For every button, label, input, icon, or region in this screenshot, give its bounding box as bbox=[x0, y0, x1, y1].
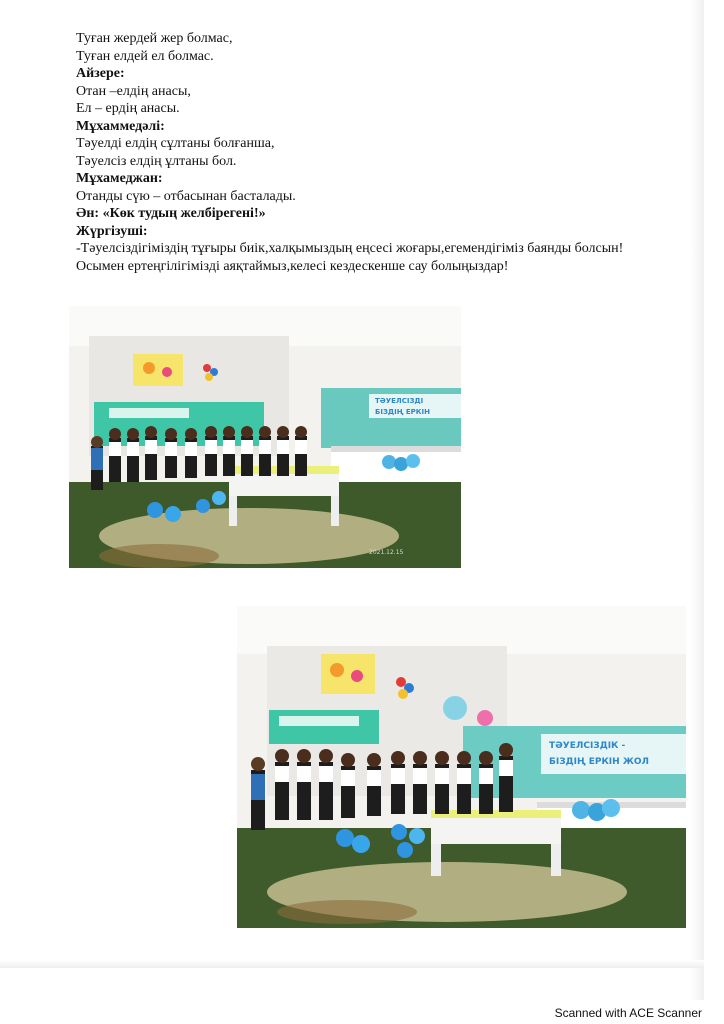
song-title: Ән: «Көк тудың желбірегені!» bbox=[76, 206, 266, 221]
text-line: Отанды сүю – отбасынан басталады. bbox=[76, 188, 296, 204]
text-line: Ел – ердің анасы. bbox=[76, 101, 180, 116]
page-bottom-shadow bbox=[0, 960, 704, 968]
text-line: Тәуелді елдің сұлтаны болғанша, bbox=[76, 136, 275, 151]
text-line: Туған жердей жер болмас, bbox=[76, 31, 233, 46]
photo-timestamp: 2021.12.15 bbox=[369, 549, 404, 556]
banner-text: БІЗДІҢ ЕРКІН ЖОЛ bbox=[549, 757, 649, 767]
classroom-photo-1 bbox=[69, 306, 461, 568]
speaker-name: Мұхамеджан: bbox=[76, 171, 163, 186]
text-line: Тәуелсіз елдің ұлтаны бол. bbox=[76, 153, 237, 169]
speaker-name: Мұхаммедәлі: bbox=[76, 118, 165, 134]
speaker-name: Жүргізуші: bbox=[76, 223, 148, 239]
script-text bbox=[76, 30, 676, 275]
page-edge-shadow bbox=[690, 0, 704, 1000]
text-line: Туған елдей ел болмас. bbox=[76, 48, 214, 64]
text-line: Отан –елдің анасы, bbox=[76, 83, 191, 99]
speaker-name: Айзере: bbox=[76, 66, 125, 81]
banner-text: БІЗДІҢ ЕРКІН bbox=[375, 408, 430, 416]
scanner-watermark: Scanned with ACE Scanner bbox=[554, 1006, 702, 1020]
banner-text: ТӘУЕЛСІЗДІ bbox=[375, 397, 424, 405]
classroom-photo-2 bbox=[237, 606, 686, 928]
closing-paragraph: -Тәуелсіздігіміздің тұғыры биік,халқымыздың еңсесі жоғары,егемендігіміз баянды болсын! Осымен ертеңгілігімізді аяқтаймыз,келесі кездескенше сау болыңыздар! bbox=[76, 241, 624, 274]
banner-text: ТӘУЕЛСІЗДІК - bbox=[549, 741, 626, 751]
